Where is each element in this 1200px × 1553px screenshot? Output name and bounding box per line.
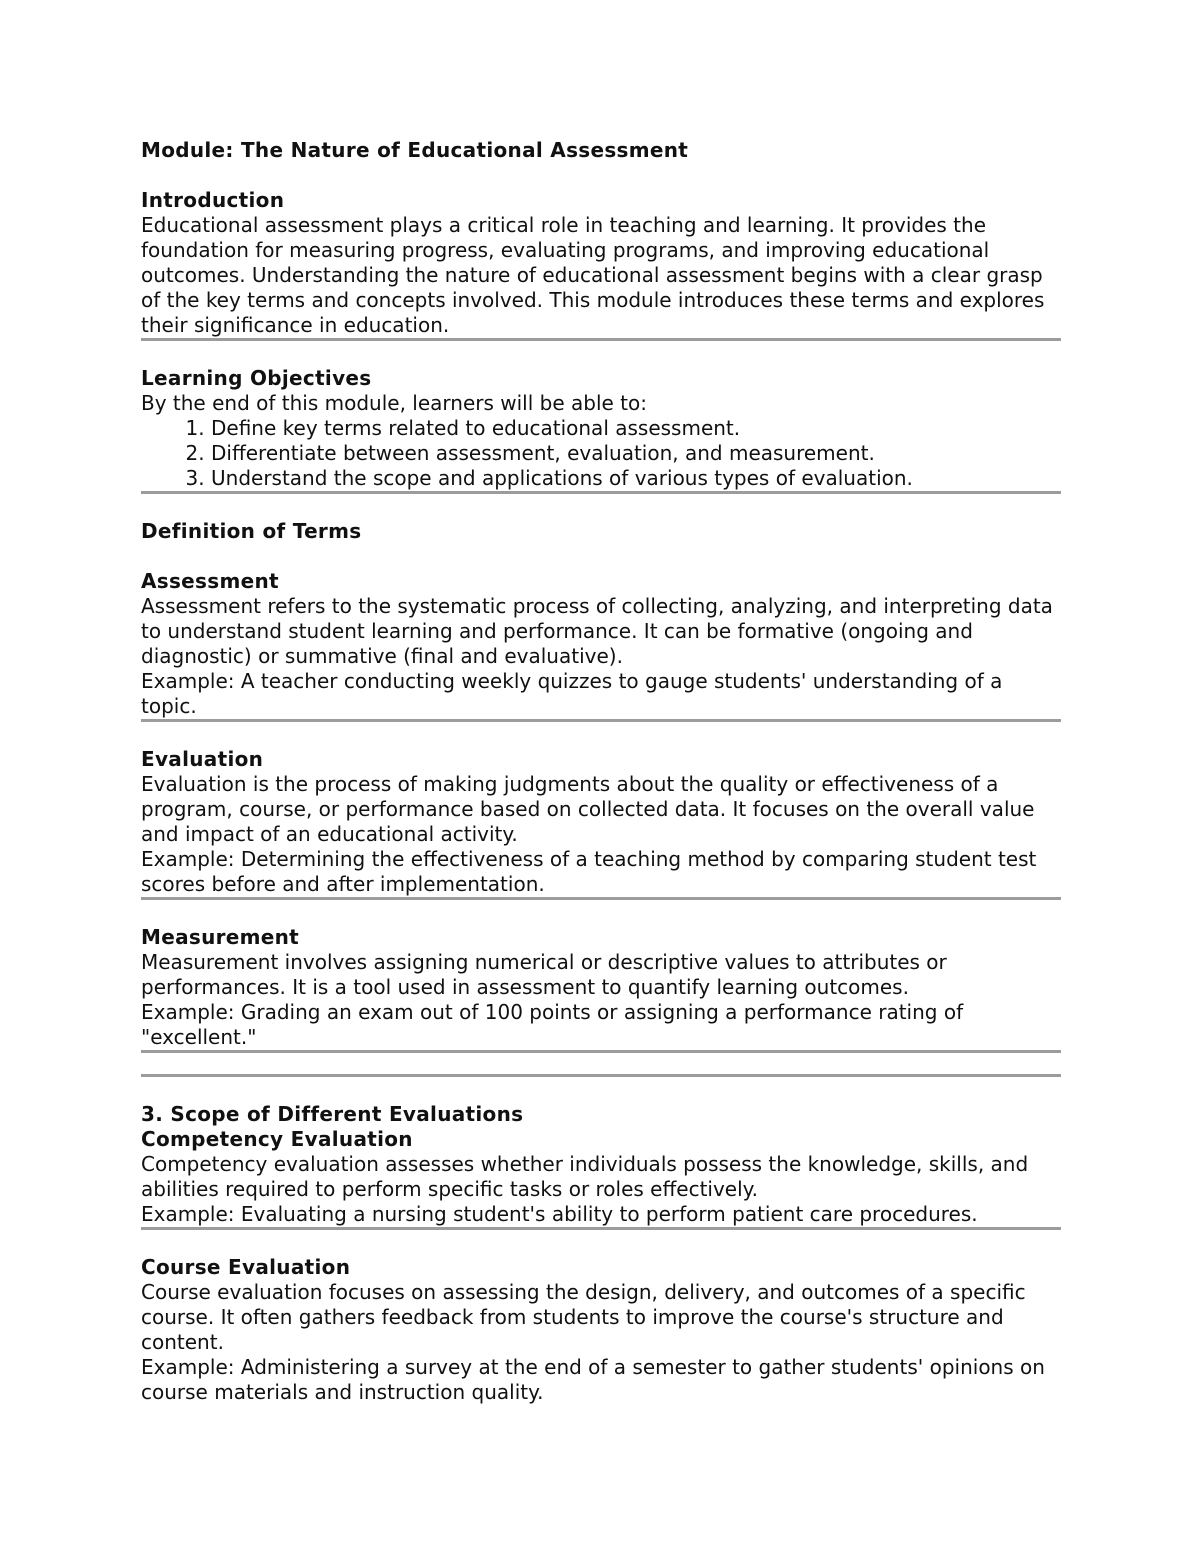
document-page [141,138,1061,1405]
objective-item: 3. Understand the scope and applications of various types of evaluation. [211,466,1061,491]
objectives-section [141,366,1061,491]
course-heading: Course Evaluation [141,1255,351,1279]
section-divider [141,491,1061,494]
assessment-heading: Assessment [141,569,279,593]
measurement-heading: Measurement [141,925,300,949]
course-example: Example: Administering a survey at the end of a semester to gather students' opinions on course materials and instruction quality. [141,1355,1045,1404]
section-divider [141,338,1061,341]
evaluation-example: Example: Determining the effectiveness of a teaching method by comparing student test scores before and after implementation. [141,847,1037,896]
objectives-list [141,416,1061,491]
introduction-text: Educational assessment plays a critical role in teaching and learning. It provides the foundation for measuring progress, evaluating programs, and improving educational outcomes. Understanding the nature of educational assessment begins with a clear grasp of the key terms and concepts involved. This module introduces these terms and explores their significance in education. [141,213,1045,337]
objective-item: 2. Differentiate between assessment, evaluation, and measurement. [211,441,1061,466]
section-divider [141,1074,1061,1077]
section-divider [141,1227,1061,1230]
evaluation-heading: Evaluation [141,747,264,771]
objective-item: 1. Define key terms related to educational assessment. [211,416,1061,441]
competency-example: Example: Evaluating a nursing student's ability to perform patient care procedures. [141,1202,978,1226]
introduction-heading: Introduction [141,188,285,212]
competency-text: Competency evaluation assesses whether individuals possess the knowledge, skills, and abilities required to perform specific tasks or roles effectively. [141,1152,1029,1201]
measurement-text: Measurement involves assigning numerical or descriptive values to attributes or performances. It is a tool used in assessment to quantify learning outcomes. [141,950,947,999]
scope-heading: 3. Scope of Different Evaluations [141,1102,524,1126]
document-title: Module: The Nature of Educational Assessment [141,138,689,162]
definitions-section [141,519,1061,1077]
assessment-example: Example: A teacher conducting weekly quizzes to gauge students' understanding of a topic. [141,669,1003,718]
measurement-example: Example: Grading an exam out of 100 points or assigning a performance rating of "excellent." [141,1000,964,1049]
evaluation-text: Evaluation is the process of making judgments about the quality or effectiveness of a program, course, or performance based on collected data. It focuses on the overall value and impact of an educational activity. [141,772,1035,846]
objectives-intro: By the end of this module, learners will be able to: [141,391,647,415]
scope-section [141,1102,1061,1405]
competency-heading: Competency Evaluation [141,1127,413,1151]
section-divider [141,1050,1061,1053]
assessment-text: Assessment refers to the systematic process of collecting, analyzing, and interpreting data to understand student learning and performance. It can be formative (ongoing and diagnostic) or summative (final and evaluative). [141,594,1053,668]
introduction-section [141,188,1061,338]
section-divider [141,897,1061,900]
definitions-heading: Definition of Terms [141,519,362,543]
objectives-heading: Learning Objectives [141,366,372,390]
section-divider [141,719,1061,722]
course-text: Course evaluation focuses on assessing the design, delivery, and outcomes of a specific course. It often gathers feedback from students to improve the course's structure and content. [141,1280,1026,1354]
